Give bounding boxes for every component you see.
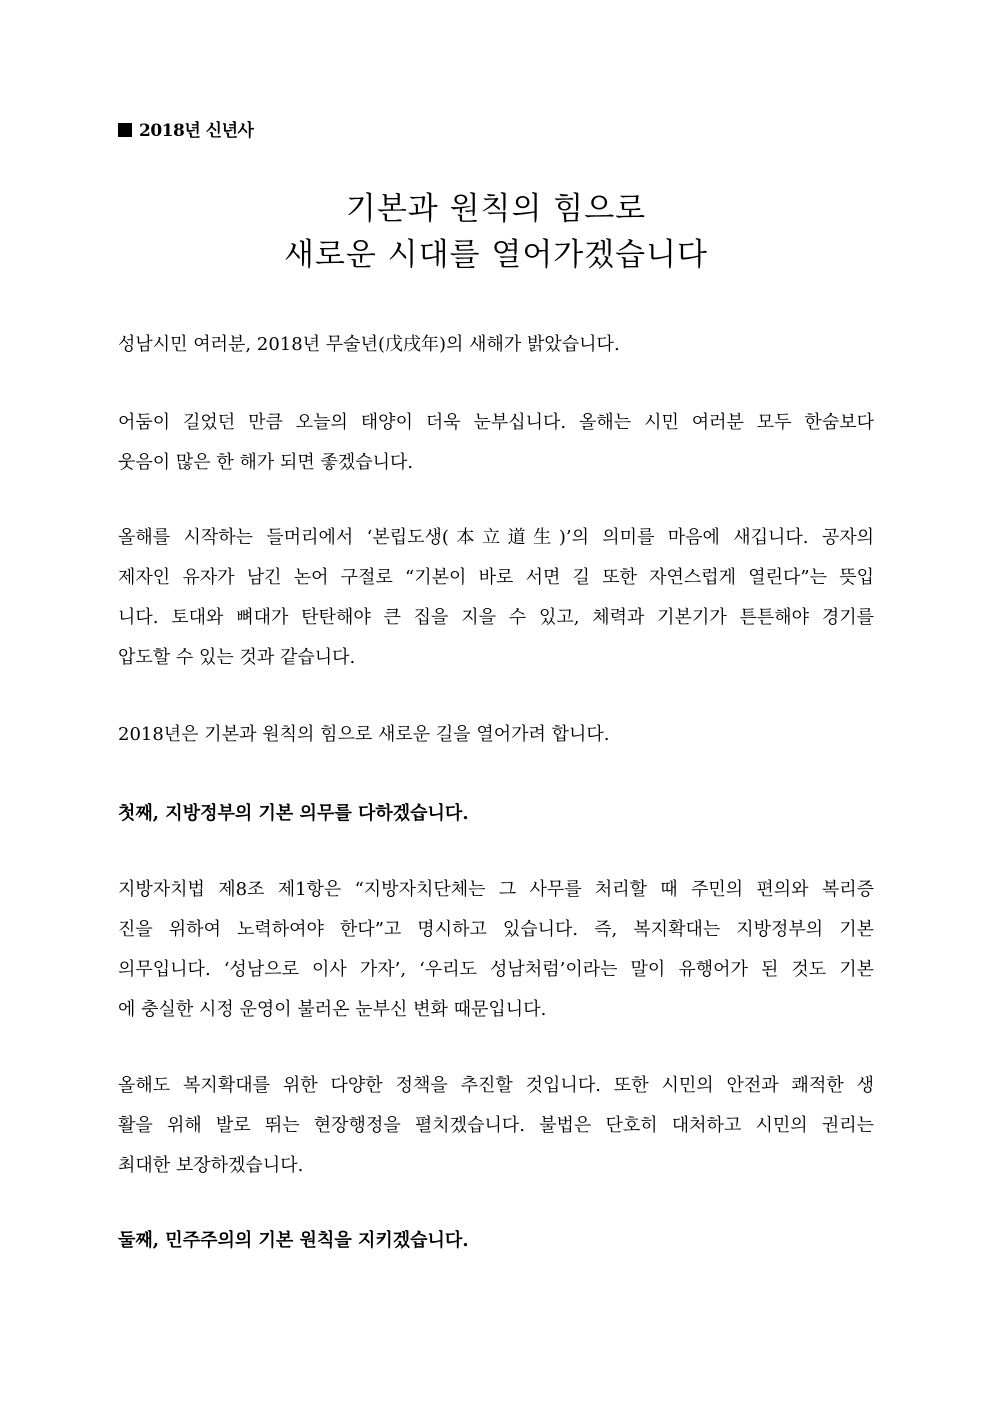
paragraph-greeting — [118, 325, 874, 365]
paragraph-line: 니다. 토대와 뼈대가 탄탄해야 큰 집을 지을 수 있고, 체력과 기본기가 튼튼해야 경기를 — [118, 607, 874, 628]
paragraph-2018-plan — [118, 715, 874, 755]
paragraph-line: 올해를 시작하는 들머리에서 ‘본립도생(本立道生)’의 의미를 마음에 새깁니다. 공자의 — [118, 527, 874, 548]
title-line-1: 기본과 원칙의 힘으로 — [345, 191, 647, 227]
paragraph-line: 활을 위해 발로 뛰는 현장행정을 펼치겠습니다. 불법은 단호히 대처하고 시민의 권리는 — [118, 1115, 874, 1136]
paragraph-line: 진을 위하여 노력하여야 한다”고 명시하고 있습니다. 즉, 복지확대는 지방정부의 기본 — [118, 919, 874, 940]
paragraph-local-law — [118, 870, 874, 1030]
paragraph-line: 성남시민 여러분, 2018년 무술년(戊戌年)의 새해가 밝았습니다. — [118, 334, 620, 355]
heading-first — [118, 794, 874, 834]
paragraph-line: 제자인 유자가 남긴 논어 구절로 “기본이 바로 서면 길 또한 자연스럽게 열린다”는 뜻입 — [118, 567, 874, 588]
heading-line: 둘째, 민주주의의 기본 원칙을 지키겠습니다. — [118, 1230, 469, 1251]
section-label — [118, 116, 253, 141]
section-label-text: 2018년 신년사 — [139, 121, 254, 141]
paragraph-confucius — [118, 518, 874, 678]
paragraph-line: 최대한 보장하겠습니다. — [118, 1155, 304, 1176]
paragraph-line: 2018년은 기본과 원칙의 힘으로 새로운 길을 열어가려 합니다. — [118, 724, 610, 745]
paragraph-line: 지방자치법 제8조 제1항은 “지방자치단체는 그 사무를 처리할 때 주민의 편의와 복리증 — [118, 879, 874, 900]
paragraph-line: 올해도 복지확대를 위한 다양한 정책을 추진할 것입니다. 또한 시민의 안전과 쾌적한 생 — [118, 1075, 874, 1096]
paragraph-line: 웃음이 많은 한 해가 되면 좋겠습니다. — [118, 452, 414, 473]
paragraph-line: 에 충실한 시정 운영이 불러온 눈부신 변화 때문입니다. — [118, 999, 547, 1020]
paragraph-sunrise — [118, 403, 874, 483]
paragraph-line: 압도할 수 있는 것과 같습니다. — [118, 647, 356, 668]
paragraph-line: 의무입니다. ‘성남으로 이사 가자’, ‘우리도 성남처럼’이라는 말이 유행어가 된 것도 기본 — [118, 959, 874, 980]
page-title — [118, 186, 874, 278]
heading-second — [118, 1221, 874, 1261]
paragraph-welfare — [118, 1066, 874, 1186]
black-square-icon — [118, 123, 132, 137]
paragraph-line: 어둠이 길었던 만큼 오늘의 태양이 더욱 눈부십니다. 올해는 시민 여러분 모두 한숨보다 — [118, 412, 874, 433]
title-line-2: 새로운 시대를 열어가겠습니다 — [283, 237, 708, 273]
heading-line: 첫째, 지방정부의 기본 의무를 다하겠습니다. — [118, 803, 469, 824]
